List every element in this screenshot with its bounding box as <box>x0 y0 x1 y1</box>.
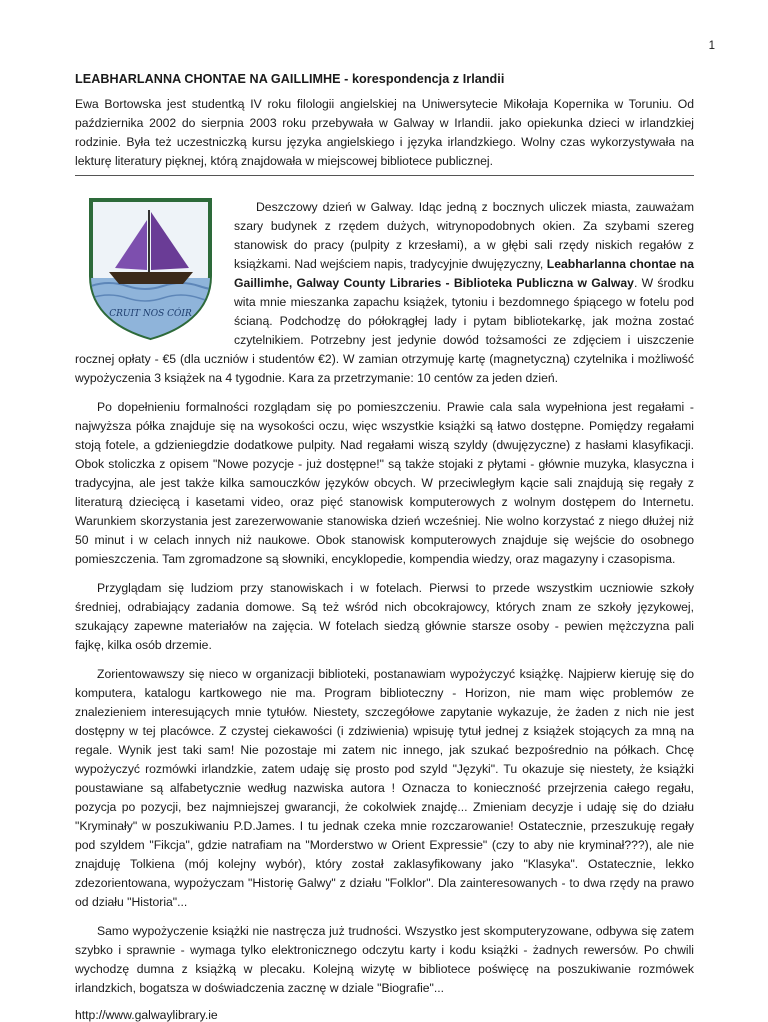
page-number: 1 <box>708 40 715 52</box>
article <box>75 72 694 1022</box>
paragraph-1: Deszczowy dzień w Galway. Idąc jedną z bocznych uliczek miasta, zauważam szary budynek z rzędem dużych, witrynopodobnych okien. Za szybami szereg stanowisk do pracy (pulpity z krzesłami), a w głębi sali rzędy niskich regałów z książkami. Nad wejściem napis, tradycyjnie dwujęzyczny, Leabharlanna chontae na Gaillimhe, Galway County Libraries - Biblioteka Publiczna w Galway. W środku wita mnie mieszanka zapachu książek, tytoniu i bezdomnego śpiącego w fotelu pod ścianą. Podchodzę do półokrągłej lady i pytam bibliotekarkę, jak można zostać czytelnikiem. Potrzebny jest jedynie dowód tożsamości ze zdjęciem i uiszczenie rocznej opłaty - €5 (dla uczniów i studentów €2). W zamian otrzymuję kartę (magnetyczną) czytelnika i możliwość wypożyczenia 3 książek na 4 tygodnie. Kara za przetrzymanie: 10 centów za jeden dzień. <box>75 200 694 385</box>
intro-paragraph: Ewa Bortowska jest studentką IV roku filologii angielskiej na Uniwersytecie Mikołaja Kopernika w Toruniu. Od października 2002 do sierpnia 2003 roku przebywała w Galway w Irlandii. jako opiekunka dzieci w irlandzkiej rodzinie. Była też uczestniczką kursu języka angielskiego i języka irlandzkiego. Wolny czas wykorzystywała na lekturę literatury pięknej, którą znajdowała w miejscowej bibliotece publicznej. <box>75 95 694 176</box>
paragraph-4: Zorientowawszy się nieco w organizacji biblioteki, postanawiam wypożyczyć książkę. Najpierw kieruję się do komputera, katalogu kartkowego nie ma. Program biblioteczny - Horizon, nie mam więc problemów ze znalezieniem interesujących mnie tytułów. Niestety, szczegółowe zapytanie wykazuje, że żaden z nich nie jest dostępny w tej placówce. Z czystej ciekawości (i zdziwienia) wpisuję tytuł jednej z książek stojących za mną na regale. Wynik jest taki sam! Nie pozostaje mi zatem nic innego, jak szukać bezpośrednio na półkach. Chcę wypożyczyć rozmówki irlandzkie, zatem udaję się prosto pod szyld "Języki". Tu okazuje się niestety, że książki poustawiane są alfabetycznie według nazwiska autora ! Oznacza to konieczność przejrzenia całego regału, pozycja po pozycji, bez najmniejszej gwarancji, że cokolwiek znajdę... Zmieniam decyzje i udaję się do działu "Kryminały" w poszukiwaniu P.D.James. I tu jednak czeka mnie rozczarowanie! Ostatecznie, przeszukuję regały pod szyldem "Fikcja", gdzie natrafiam na "Morderstwo w Orient Expressie" (czy to aby nie kryminał???), ale nie znajduję Tolkiena (mój kolejny wybór), który został zaklasyfikowany jako "Klasyka". Ostatecznie, lekko zdezorientowana, wypożyczam "Historię Galwy" z działu "Folklor". Dla zainteresowanych - to dwa rzędy na prawo od działu "Historia"... <box>75 667 694 909</box>
paragraph-3: Przyglądam się ludziom przy stanowiskach i w fotelach. Pierwsi to przede wszystkim uczniowie szkoły średniej, odrabiający zadania domowe. Są też wśród nich obcokrajowcy, których znam ze szkoły językowej, szukający zapewne materiałów na zajęcia. W fotelach siedzą głównie starsze osoby - pewien mężczyzna pali fajkę, kilka osób drzemie. <box>75 581 694 652</box>
library-name: Leabharlanna chontae na Gaillimhe, Galway County Libraries - Biblioteka Publiczna w Galway <box>234 257 694 290</box>
logo-motto: CRUIT NOS CÓIR <box>109 309 192 319</box>
library-url-link[interactable]: http://www.galwaylibrary.ie <box>75 1008 218 1022</box>
galway-library-logo <box>79 192 222 342</box>
logo-hull <box>109 272 193 284</box>
paragraph-5: Samo wypożyczenie książki nie nastręcza już trudności. Wszystko jest skomputeryzowane, odbywa się zatem szybko i sprawnie - wymaga tylko elektronicznego odczytu karty i kodu książki - żadnych rewersów. Po chwili wychodzę dumna z książką w plecaku. Kolejną wizytę w bibliotece poświęcę na poszukiwanie rozmówek irlandzkich, bogatsza w doświadczenia zacznę w dziale "Biografie"... <box>75 924 694 995</box>
article-title: LEABHARLANNA CHONTAE NA GAILLIMHE - korespondencja z Irlandii <box>75 72 505 86</box>
paragraph-2: Po dopełnieniu formalności rozglądam się po pomieszczeniu. Prawie cala sala wypełniona jest regałami - najwyższa półka znajduje się na wysokości oczu, więc wszystkie książki są łatwo dostępne. Pomiędzy regałami stoją fotele, a gdzieniegdzie dodatkowe pulpity. Nad regałami wiszą szyldy (dwujęzyczne) z hasłami klasyfikacji. Obok stoliczka z opisem "Nowe pozycje - już dostępne!" są także stojaki z płytami - głównie muzyka, klasyczna i tradycyjna, ale jest także kilka samouczków języków obcych. W przeciwległym kącie sali znajdują się regały z literaturą dziecięcą i kasetami video, oraz pięć stanowisk komputerowych z wolnym dostępem do Internetu. Warunkiem skorzystania jest zarezerwowanie stanowiska dzień wcześniej. Nie wolno korzystać z niego dłużej niż 50 minut i w celach innych niż naukowe. Obok stanowisk komputerowych znajduje się wejście do osobnego pomieszczenia. Tam zgromadzone są słowniki, encyklopedie, kompendia wiedzy, oraz magazyny i czasopisma. <box>75 400 694 566</box>
